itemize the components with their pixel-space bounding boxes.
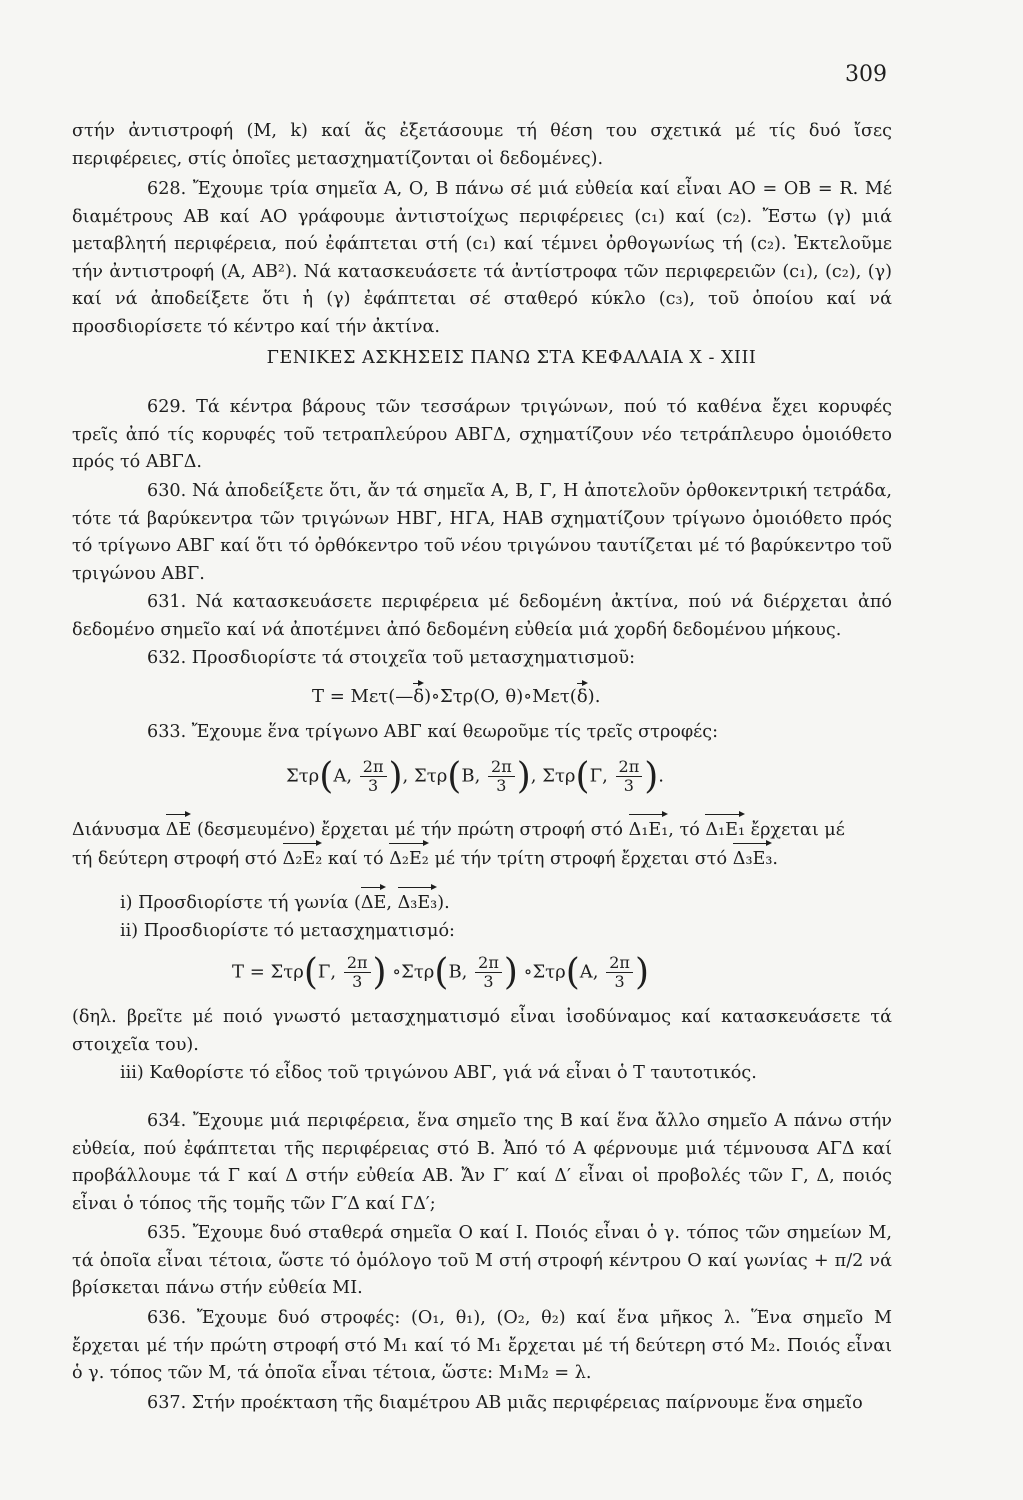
fraction [344, 954, 371, 991]
compose-symbol: ∘ [523, 961, 533, 983]
exercise-633-i [72, 890, 892, 918]
text: μέ τήν τρίτη στροφή ἔρχεται στό [434, 849, 728, 869]
paren-close: ) [503, 952, 518, 993]
fraction-num: 2π [344, 954, 371, 973]
exercise-633-iii: iii) Καθορίστε τό εἶδος τοῦ τριγώνου ΑΒΓ, γιά νά εἶναι ὁ Τ ταυτοτικός. [120, 1063, 757, 1083]
rotation-center-g: Γ, [317, 961, 337, 983]
exercise-629: 629. Τά κέντρα βάρους τῶν τεσσάρων τριγώνων, πού τό καθένα ἔχει κορυφές τρεῖς ἀπό τίς κορυφές τοῦ τετραπλεύρου ΑΒΓΔ, σχηματίζουν νέο τετράπλευρο ὁμοιόθετο πρός τό ΑΒΓΔ. [72, 397, 892, 472]
fraction-num: 2π [606, 954, 633, 973]
section-heading: ΓΕΝΙΚΕΣ ΑΣΚΗΣΕΙΣ ΠΑΝΩ ΣΤΑ ΚΕΦΑΛΑΙΑ X - XIII [266, 348, 757, 368]
formula-632-mid: )∘Στρ(O, θ)∘Μετ( [424, 686, 577, 707]
exercise-628: 628. Ἔχουμε τρία σημεῖα Α, Ο, Β πάνω σέ μιά εὐθεία καί εἶναι ΑΟ = ΟΒ = R. Μέ διαμέτρους ΑΒ καί ΑΟ γράφουμε ἀντιστοίχως περιφέρειες (c₁) καί (c₂). Ἔστω (γ) μιά μεταβλητή περιφέρεια, πού ἐφάπτεται στή (c₁) καί τέμνει ὀρθογωνίως τή (c₂). Ἐκτελοῦμε τήν ἀντιστροφή (Α, ΑΒ²). Νά κατασκευάσετε τά ἀντίστροφα τῶν περιφερειῶν (c₁), (c₂), (γ) καί νά ἀποδείξετε ὅτι ἡ (γ) ἐφάπτεται σέ σταθερό κύκλο (c₃), τοῦ ὁποίου καί νά προσδιορίσετε τό κέντρο καί τήν ἀκτίνα. [72, 179, 892, 337]
rotation-center-g: Γ, [589, 765, 608, 787]
fraction-num: 2π [616, 758, 643, 777]
exercise-633-note: (δηλ. βρεῖτε μέ ποιό γνωστό μετασχηματισμό εἶναι ἰσοδύναμος καί κατασκευάσετε τά στοιχεῖα του). [72, 1007, 892, 1055]
period: . [772, 849, 778, 869]
vector-d3e3: Δ₃Ε₃ [398, 890, 438, 918]
rotation-center-b: Β, [448, 961, 468, 983]
exercise-631: 631. Νά κατασκευάσετε περιφέρεια μέ δεδομένη ἀκτίνα, πού νά διέρχεται ἀπό δεδομένο σημεῖο καί νά ἀποτέμνει ἀπό δεδομένη εὐθεία μιά χορδή δεδομένου μήκους. [72, 592, 892, 640]
text: καί τό [327, 849, 384, 869]
rotations-formula [286, 756, 664, 797]
exercise-634: 634. Ἔχουμε μιά περιφέρεια, ἕνα σημεῖο της Β καί ἕνα ἄλλο σημεῖο Α πάνω στήν εὐθεία, πού ἐφάπτεται τῆς περιφέρειας στό Β. Ἀπό τό Α φέρνουμε μιά τέμνουσα ΑΓΔ καί προβάλλουμε τά Γ καί Δ στήν εὐθεία ΑΒ. Ἄν Γ′ καί Δ′ εἶναι οἱ προβολές τῶν Γ, Δ, ποιός εἶναι ὁ τόπος τῆς τομῆς τῶν Γ′Δ καί ΓΔ′; [72, 1111, 892, 1214]
formula-632-end: ). [587, 686, 601, 707]
vector-delta: δ [413, 686, 425, 707]
paren-open: ( [565, 952, 580, 993]
text: (δεσμευμένο) ἔρχεται μέ τήν πρώτη στροφή στό [196, 820, 624, 840]
paren-close: ) [516, 756, 531, 797]
paren-open: ( [319, 756, 334, 797]
vector-d2e2: Δ₂Ε₂ [389, 846, 429, 874]
paren-close: ) [388, 756, 403, 797]
paren: ). [437, 893, 450, 913]
fraction [475, 954, 502, 991]
exercise-636: 636. Ἔχουμε δυό στροφές: (Ο₁, θ₁), (Ο₂, θ₂) καί ἕνα μῆκος λ. Ἕνα σημεῖο Μ ἔρχεται μέ τήν πρώτη στροφή στό Μ₁ καί τό Μ₁ ἔρχεται μέ τή δεύτερη στό Μ₂. Ποιός εἶναι ὁ γ. τόπος τῶν Μ, τά ὁποῖα εἶναι τέτοια, ὥστε: Μ₁Μ₂ = λ. [72, 1308, 892, 1383]
fraction-den: 3 [352, 972, 363, 991]
exercise-633: 633. Ἔχουμε ἕνα τρίγωνο ΑΒΓ καί θεωροῦμε τίς τρεῖς στροφές: [147, 722, 719, 742]
rotation-center-a: Α, [579, 961, 599, 983]
t-equals: T = Στρ [232, 961, 304, 983]
fraction-den: 3 [368, 776, 379, 795]
fraction [360, 758, 387, 795]
period: . [658, 765, 665, 787]
text: Διάνυσμα [72, 820, 161, 840]
exercise-637: 637. Στήν προέκταση τῆς διαμέτρου ΑΒ μιᾶς περιφέρειας παίρνουμε ἕνα σημεῖο [147, 1393, 863, 1413]
rotation-label: Στρ [542, 765, 576, 787]
text: i) Προσδιορίστε τή γωνία [120, 893, 349, 913]
fraction-den: 3 [614, 972, 625, 991]
text: , τό [668, 820, 700, 840]
paren-close: ) [644, 756, 659, 797]
composition-formula [232, 952, 649, 993]
paren-open: ( [434, 952, 449, 993]
fraction [488, 758, 515, 795]
comma: , [530, 765, 537, 787]
page-number: 309 [845, 62, 887, 87]
exercise-632: 632. Προσδιορίστε τά στοιχεῖα τοῦ μετασχηματισμοῦ: [147, 648, 636, 668]
text: τή δεύτερη στροφή στό [72, 849, 278, 869]
exercise-633-ii: ii) Προσδιορίστε τό μετασχηματισμό: [120, 921, 455, 941]
rotation-label: Στρ [532, 961, 566, 983]
formula-632-lhs: T = Μετ(— [312, 686, 414, 707]
vector-d1e1: Δ₁Ε₁ [629, 817, 669, 845]
exercise-633-vector-line-2 [72, 846, 892, 874]
rotation-label: Στρ [401, 961, 435, 983]
paragraph-intro: στήν ἀντιστροφή (Μ, k) καί ἅς ἐξετάσουμε τή θέση του σχετικά μέ τίς δυό ἴσες περιφέρειες, στίς ὁποῖες μετασχηματίζονται οἱ δεδομένες). [72, 121, 892, 169]
vector-delta-2: δ [576, 686, 588, 707]
fraction-num: 2π [475, 954, 502, 973]
rotation-label: Στρ [286, 765, 320, 787]
vector-de: ΔΕ [166, 817, 192, 845]
fraction-num: 2π [360, 758, 387, 777]
separator: , [386, 893, 398, 913]
fraction-den: 3 [623, 776, 634, 795]
paren: ( [353, 893, 361, 913]
fraction-den: 3 [483, 972, 494, 991]
rotation-label: Στρ [414, 765, 448, 787]
paren-open: ( [447, 756, 462, 797]
exercise-635: 635. Ἔχουμε δυό σταθερά σημεῖα Ο καί Ι. Ποιός εἶναι ὁ γ. τόπος τῶν σημείων Μ, τά ὁποῖα εἶναι τέτοια, ὥστε τό ὁμόλογο τοῦ Μ στή στροφή κέντρου Ο καί γωνίας + π/2 νά βρίσκεται πάνω στήν εὐθεία ΜΙ. [72, 1223, 892, 1298]
rotation-center-a: Α, [333, 765, 353, 787]
fraction [606, 954, 633, 991]
paren-open: ( [303, 952, 318, 993]
paren-close: ) [634, 952, 649, 993]
exercise-630: 630. Νά ἀποδείξετε ὅτι, ἄν τά σημεῖα Α, Β, Γ, Η ἀποτελοῦν ὀρθοκεντρική τετράδα, τότε τά βαρύκεντρα τῶν τριγώνων ΗΒΓ, ΗΓΑ, ΗΑΒ σχηματίζουν τρίγωνο ὁμοιόθετο πρός τό τρίγωνο ΑΒΓ καί ὅτι τό ὀρθόκεντρο τοῦ νέου τριγώνου ταυτίζεται μέ τό βαρύκεντρο τοῦ τριγώνου ΑΒΓ. [72, 481, 892, 584]
rotation-center-b: Β, [461, 765, 481, 787]
fraction-den: 3 [496, 776, 507, 795]
fraction [616, 758, 643, 795]
vector-d1e1: Δ₁Ε₁ [705, 817, 745, 845]
fraction-num: 2π [488, 758, 515, 777]
vector-d2e2: Δ₂Ε₂ [283, 846, 323, 874]
vector-d3e3: Δ₃Ε₃ [733, 846, 773, 874]
compose-symbol: ∘ [392, 961, 402, 983]
comma: , [402, 765, 409, 787]
paren-close: ) [372, 952, 387, 993]
paren-open: ( [575, 756, 590, 797]
vector-de: ΔΕ [361, 890, 387, 918]
text: ἔρχεται μέ [750, 820, 845, 840]
formula-632 [312, 686, 600, 707]
